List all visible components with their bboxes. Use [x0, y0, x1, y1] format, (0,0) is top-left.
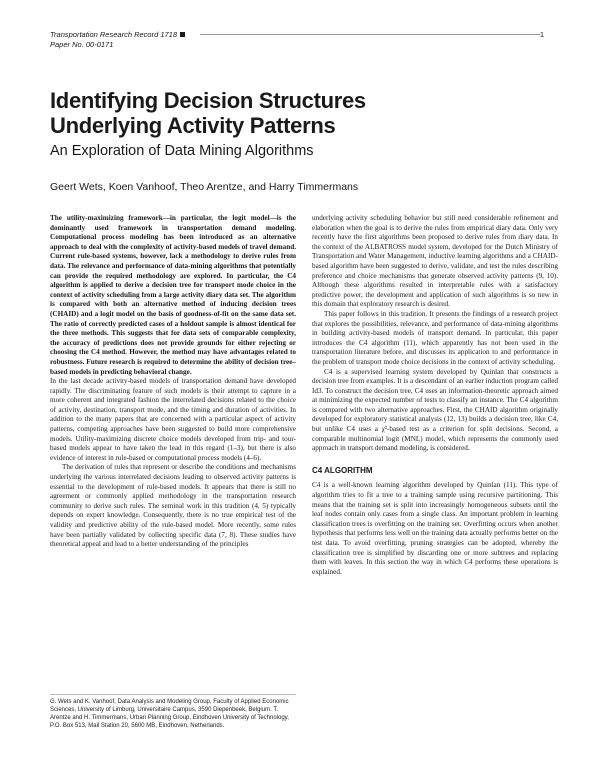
abstract: The utility-maximizing framework—in particular, the logit model—is the dominantly used framework in transportation demand modeling. Computational process modeling has been introduced as an alternative approach to deal with the complexity of activity-based models of travel demand. Current rule-based systems, however, lack a methodology to derive rules from data. The relevance and performance of data-mining algorithms that potentially can provide the required methodology are explored. In particular, the C4 algorithm is applied to derive a decision tree for transport mode choice in the context of activity scheduling from a large activity diary data set. The algorithm is compared with both an alternative method of inducing decision trees (CHAID) and a logit model on the basis of goodness-of-fit on the same data set. The ratio of correctly predicted cases of a holdout sample is almost identical for the three methods. This suggests that for data sets of comparable complexity, the accuracy of predictions does not provide grounds for either rejecting or choosing the C4 method. However, the method may have advantages related to robustness. Future research is required to determine the ability of decision tree–based models in predicting behavioral change.: [50, 214, 296, 376]
paper-title: [50, 88, 570, 138]
left-column: [50, 214, 296, 550]
footnote-rule: [50, 694, 296, 695]
journal-line: Transportation Research Record 1718: [50, 30, 178, 39]
journal-header: [50, 30, 185, 50]
body-paragraph: C4 is a well-known learning algorithm developed by Quinlan (11). This type of algorithm tries to fit a tree to a training sample using recursive partitioning. This means that the training set is split into increasingly homogeneous subsets until the leaf nodes contain only cases from a single class. An important problem in learning classification trees is overfitting on the training set. Overfitting occurs when another hypothesis that performs less well on the training data actually performs better on the test data. To avoid overfitting, pruning strategies can be adopted, whereby the classification tree is simplified by discarding one or more subtrees and replacing them with leaves. In this section the way in which C4 performs these operations is explained.: [312, 481, 558, 576]
right-column: [312, 214, 558, 577]
title-line-1: Identifying Decision Structures: [50, 88, 366, 113]
section-heading: C4 ALGORITHM: [312, 465, 373, 475]
body-paragraph: This paper follows in this tradition. It presents the findings of a research project that explores the possibilities, relevance, and performance of data-mining algorithms in building activity-based models of transport demand. In particular, this paper introduces the C4 algorithm (11), which apparently has not been used in the transportation literature before, and discusses its application to and performance in the problem of transport mode choice decisions in the context of activity scheduling.: [312, 309, 558, 366]
body-paragraph: underlying activity scheduling behavior but still need considerable refinement and elaboration when the goal is to derive the rules from empirical diary data. Only very recently have the first algorithms been proposed to derive rules from diary data. In the context of the ALBATROSS model system, developed for the Dutch Ministry of Transportation and Water Management, inductive learning algorithms and a CHAID-based algorithm have been suggested to derive, validate, and test the rules describing preference and choice mechanisms that generate observed activity patterns (9, 10). Although these algorithms resulted in interpretable rules with a satisfactory predictive power, the development and application of such algorithms is so new in this domain that exploratory research is desired.: [312, 214, 558, 309]
body-paragraph: C4 is a supervised learning system developed by Quinlan that constructs a decision tree from examples. It is a descendant of an earlier induction program called Id3. To construct the decision tree, C4 uses an information-theoretic approach aimed at minimizing the expected number of tests to classify an instance. The C4 algorithm is compared with two alternative approaches. First, the CHAID algorithm originally developed for exploratory statistical analysis (12, 13) builds a decision tree, like C4, but unlike C4 uses a χ²-based test as a criterion for split decisions. Second, a comparable multinomial logit (MNL) model, which represents the commonly used approach in transport demand modeling, is considered.: [312, 367, 558, 453]
header-rule: [200, 34, 540, 35]
square-bullet-icon: [180, 32, 185, 37]
paper-subtitle: An Exploration of Data Mining Algorithms: [50, 143, 314, 159]
body-paragraph: The derivation of rules that represent or describe the conditions and mechanisms underlying the various interrelated decisions leading to observed activity patterns is essential to the development of rule-based models. It appears that there is still no agreement or commonly applied methodology in the transportation research community to derive such rules. The seminal work in this tradition (4, 5) typically depends on expert knowledge. Consequently, there is no true empirical test of the validity and predictive ability of the rule-based model. More recently, some rules have been partially validated by collecting specific data (7, 8). These studies have theoretical appeal and lead to a better understanding of the principles: [50, 463, 296, 549]
paper-authors: Geert Wets, Koen Vanhoof, Theo Arentze, and Harry Timmermans: [50, 181, 359, 193]
paper-number: Paper No. 00-0171: [50, 40, 114, 49]
author-affiliation-footnote: G. Wets and K. Vanhoof, Data Analysis and Modeling Group, Faculty of Applied Economic Sciences, University of Limburg, Universitaire Campus, 3590 Diepenbeek, Belgium. T. Arentze and H. Timmermans, Urban Planning Group, Eindhoven University of Technology, P.O. Box 513, Mail Station 20, 5600 MB, Eindhoven, Netherlands.: [50, 699, 289, 729]
page-number: 1: [539, 30, 544, 39]
body-paragraph: In the last decade activity-based models of transportation demand have developed rapidly. The discriminating feature of such models is their attempt to capture in a more coherent and integrated fashion the interrelated decisions related to the choice of activity, destination, transport mode, and the timing and duration of activities. In addition to the many papers that are concerned with a particular aspect of activity patterns, competing approaches have been suggested to build more comprehensive models. Utility-maximizing discrete choice models developed from trip- and tour-based models appear to have taken the lead in this regard (1–3), but there is also evidence of interest in rule-based or computational process models (4–6).: [50, 377, 296, 462]
title-line-2: Underlying Activity Patterns: [50, 113, 336, 138]
